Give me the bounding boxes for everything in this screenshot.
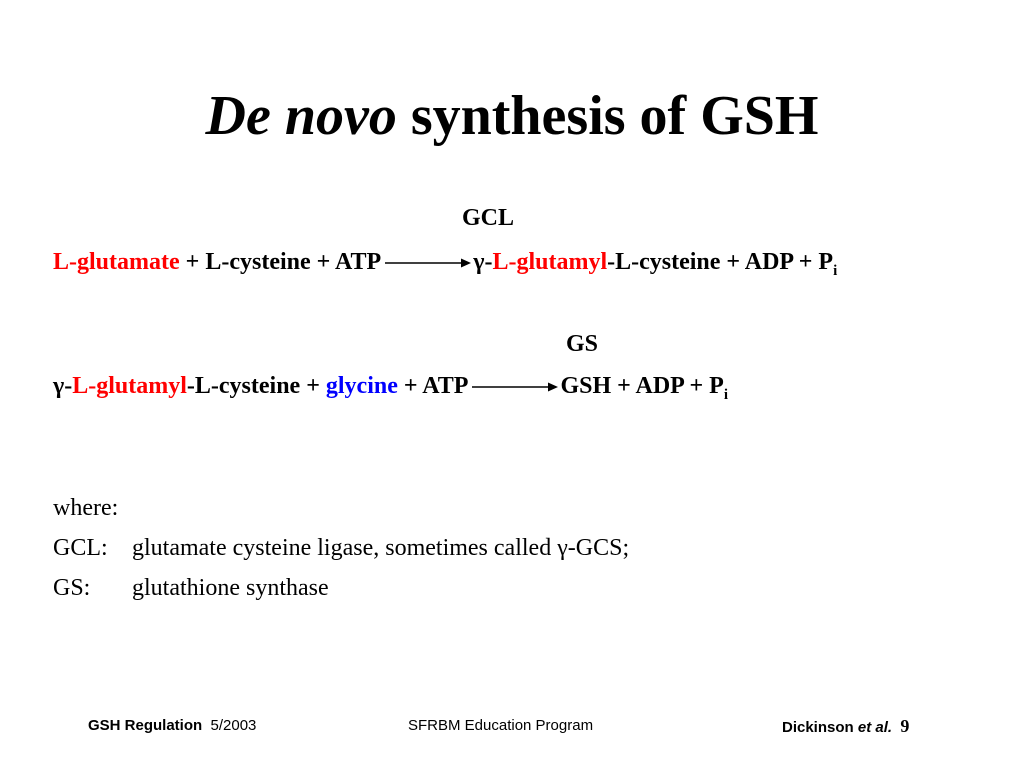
page-number: 9 — [900, 716, 910, 736]
reaction-1-products: -L-cysteine + ADP + P — [607, 249, 834, 275]
reaction-1-reactants: + L-cysteine + ATP — [179, 249, 382, 275]
footer-left — [88, 716, 256, 736]
footer-author: Dickinson — [782, 719, 858, 736]
slide-title — [0, 80, 1024, 152]
reaction-1-reactant-glutamate: L-glutamate — [53, 249, 180, 275]
notes-gs-value: glutathione synthase — [132, 575, 329, 601]
reaction-2-subscript: i — [723, 387, 728, 403]
reaction-2-reactant-cysteine: -L-cysteine + — [186, 373, 326, 399]
reaction-1-gamma: γ- — [473, 249, 493, 275]
reaction-arrow-icon — [381, 248, 473, 276]
notes-gs-key: GS: — [53, 575, 91, 601]
reaction-arrow-icon — [468, 372, 560, 400]
notes-where: where: — [53, 495, 119, 521]
footer-right — [782, 716, 909, 738]
reaction-2-reactant-atp: + ATP — [397, 373, 469, 399]
footer-date: 5/2003 — [210, 717, 257, 734]
notes-gs-row — [53, 574, 329, 602]
enzyme-label-gcl: GCL — [462, 205, 515, 231]
title-rest: synthesis of GSH — [396, 85, 819, 147]
reaction-1 — [53, 248, 838, 279]
title-italic: De novo — [205, 85, 397, 147]
reaction-1-subscript: i — [833, 263, 838, 279]
notes-gcl-row — [53, 534, 629, 562]
footer-title: GSH Regulation — [88, 717, 203, 734]
reaction-2 — [53, 372, 728, 403]
enzyme-label-gs: GS — [566, 331, 599, 357]
reaction-2-gamma: γ- — [53, 373, 73, 399]
reaction-2-products: GSH + ADP + P — [560, 373, 724, 399]
notes-gcl-value: glutamate cysteine ligase, sometimes called γ-GCS; — [132, 535, 630, 561]
reaction-2-reactant-glycine: glycine — [325, 373, 398, 399]
notes-gcl-key: GCL: — [53, 535, 108, 561]
footer-center: SFRBM Education Program — [408, 717, 594, 734]
reaction-1-product-glutamyl: L-glutamyl — [492, 249, 608, 275]
footer-et-al: et al. — [857, 719, 893, 736]
reaction-2-reactant-glutamyl: L-glutamyl — [72, 373, 187, 399]
